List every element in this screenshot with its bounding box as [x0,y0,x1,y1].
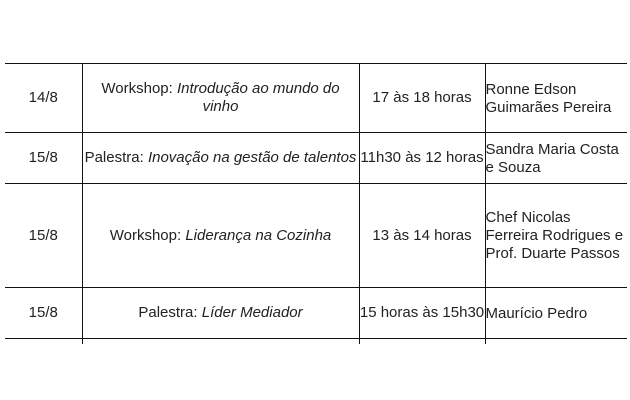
time-cell [359,133,485,184]
date-text: 15/8 [28,304,58,321]
speaker-text: Chef Nicolas Ferreira Rodrigues e Prof. Duarte Passos [485,209,624,262]
time-text: 13 às 14 horas [372,226,472,244]
date-cell [5,288,82,339]
schedule-table [5,63,627,344]
event-cell [82,133,359,184]
time-cell [359,184,485,288]
event-cell [82,64,359,133]
event-title: Inovação na gestão de talentos [147,149,357,166]
table-row [5,133,627,184]
event-title: Liderança na Cozinha [185,226,332,244]
empty-cell [359,339,485,345]
event-type: Workshop: [109,226,182,244]
table-row-continuation [5,339,627,345]
speaker-text: Sandra Maria Costa e Souza [485,140,619,176]
event-type: Palestra: [84,149,144,166]
time-cell [359,288,485,339]
speaker-text: Ronne Edson Guimarães Pereira [485,80,612,116]
date-cell [5,184,82,288]
event-title: Introdução ao mundo do vinho [176,80,340,115]
table-row [5,184,627,288]
speaker-cell [485,184,627,288]
empty-cell [82,339,359,345]
time-text: 15 horas às 15h30 [359,304,485,321]
event-type: Workshop: [101,80,173,97]
date-cell [5,64,82,133]
date-text: 15/8 [28,149,58,166]
speaker-text: Maurício Pedro [485,304,588,322]
empty-cell [485,339,627,345]
time-text: 11h30 às 12 horas [360,149,484,166]
date-text: 15/8 [28,226,58,244]
speaker-cell [485,133,627,184]
time-cell [359,64,485,133]
date-cell [5,133,82,184]
event-cell [82,184,359,288]
empty-cell [5,339,82,345]
time-text: 17 às 18 horas [372,89,472,106]
event-cell [82,288,359,339]
event-title: Líder Mediador [201,304,303,321]
speaker-cell [485,64,627,133]
date-text: 14/8 [28,89,58,106]
event-type: Palestra: [138,304,198,321]
speaker-cell [485,288,627,339]
table-row [5,64,627,133]
table-row [5,288,627,339]
